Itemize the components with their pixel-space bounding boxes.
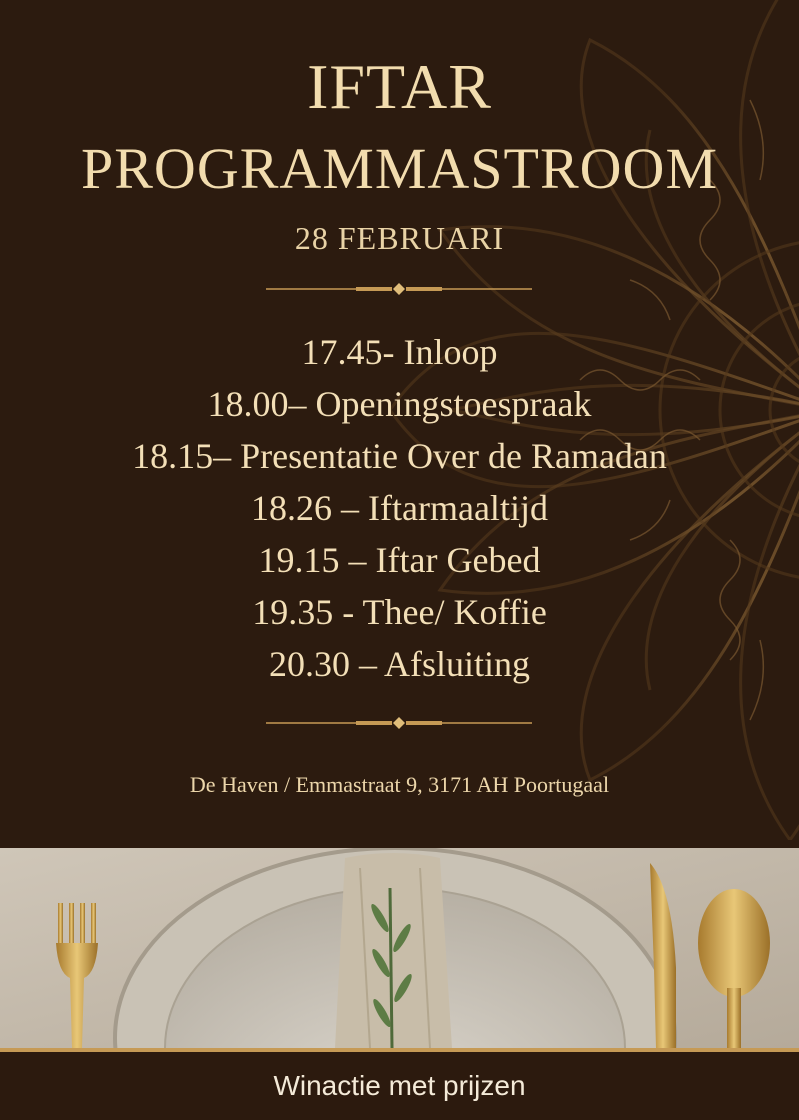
prize-banner [0, 1048, 799, 1120]
schedule-item: 17.45- Inloop [301, 332, 498, 372]
banner-label: Winactie met prijzen [273, 1070, 526, 1101]
title-iftar: IFTAR [307, 51, 492, 122]
event-date: 28 FEBRUARI [294, 220, 505, 256]
schedule-list [0, 326, 799, 690]
schedule-item: 20.30 – Afsluiting [268, 644, 531, 684]
schedule-item: 18.15– Presentatie Over de Ramadan [132, 436, 667, 476]
title-programmastroom: PROGRAMMASTROOM [80, 136, 719, 201]
table-setting-photo [0, 848, 799, 1048]
event-address: De Haven / Emmastraat 9, 3171 AH Poortugaal [189, 772, 610, 797]
schedule-item: 19.35 - Thee/ Koffie [252, 592, 547, 632]
schedule-item: 18.26 – Iftarmaaltijd [251, 488, 548, 528]
gold-divider-icon [266, 716, 532, 730]
schedule-item: 19.15 – Iftar Gebed [258, 540, 541, 580]
gold-divider-icon [266, 282, 532, 296]
schedule-item: 18.00– Openingstoespraak [207, 384, 592, 424]
